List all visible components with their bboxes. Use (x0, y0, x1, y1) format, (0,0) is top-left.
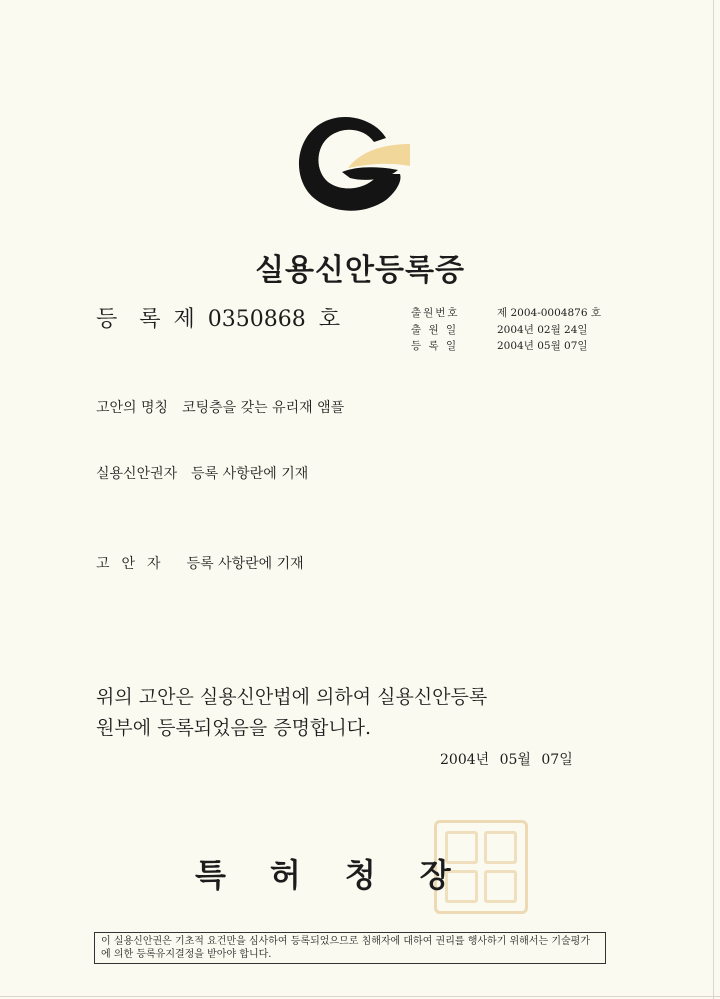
meta-value: 2004년 02월 24일 (497, 323, 588, 336)
page-edge-bottom (0, 996, 720, 997)
meta-row-filing-date (411, 322, 601, 339)
field-label: 실용신안권자 (96, 466, 178, 482)
field-value: 코팅층을 갖는 유리재 앰플 (182, 400, 345, 416)
government-emblem-icon (290, 108, 420, 220)
certification-statement (96, 682, 487, 744)
meta-value: 제 2004-0004876 호 (497, 307, 601, 319)
field-value: 등록 사항란에 기재 (191, 466, 309, 482)
statement-line-1: 위의 고안은 실용신안법에 의하여 실용신안등록 (96, 686, 488, 708)
meta-label: 등 록 일 (411, 340, 459, 352)
page-edge-right (713, 0, 714, 999)
issuing-authority: 특허청장 (195, 856, 495, 894)
application-metadata (411, 305, 601, 355)
field-invention-title (96, 397, 344, 417)
registration-number (96, 302, 340, 333)
registration-number-value: 제 0350868 호 (173, 307, 341, 332)
field-inventor (96, 553, 304, 573)
field-right-holder (96, 463, 308, 483)
issue-date: 2004년 05월 07일 (440, 752, 573, 768)
meta-value: 2004년 05월 07일 (497, 340, 588, 352)
meta-label: 출 원 일 (411, 323, 459, 336)
field-value: 등록 사항란에 기재 (186, 556, 304, 572)
field-label: 고안의 명칭 (96, 400, 169, 416)
registration-number-label-2: 록 (139, 307, 161, 332)
statement-line-2: 원부에 등록되었음을 증명합니다. (96, 717, 372, 739)
meta-label: 출원번호 (411, 307, 460, 319)
footnote-box: 이 실용신안권은 기초적 요건만을 심사하여 등록되었으므로 침해자에 대하여 권리를 행사하기 위해서는 기술평가에 의한 등록유지결정을 받아야 합니다. (94, 932, 606, 964)
meta-row-application-number (411, 305, 601, 322)
certificate-title: 실용신안등록증 (255, 253, 465, 288)
registration-number-label-1: 등 (96, 307, 118, 332)
field-label: 고안자 (96, 556, 173, 572)
meta-row-registration-date (411, 338, 601, 355)
